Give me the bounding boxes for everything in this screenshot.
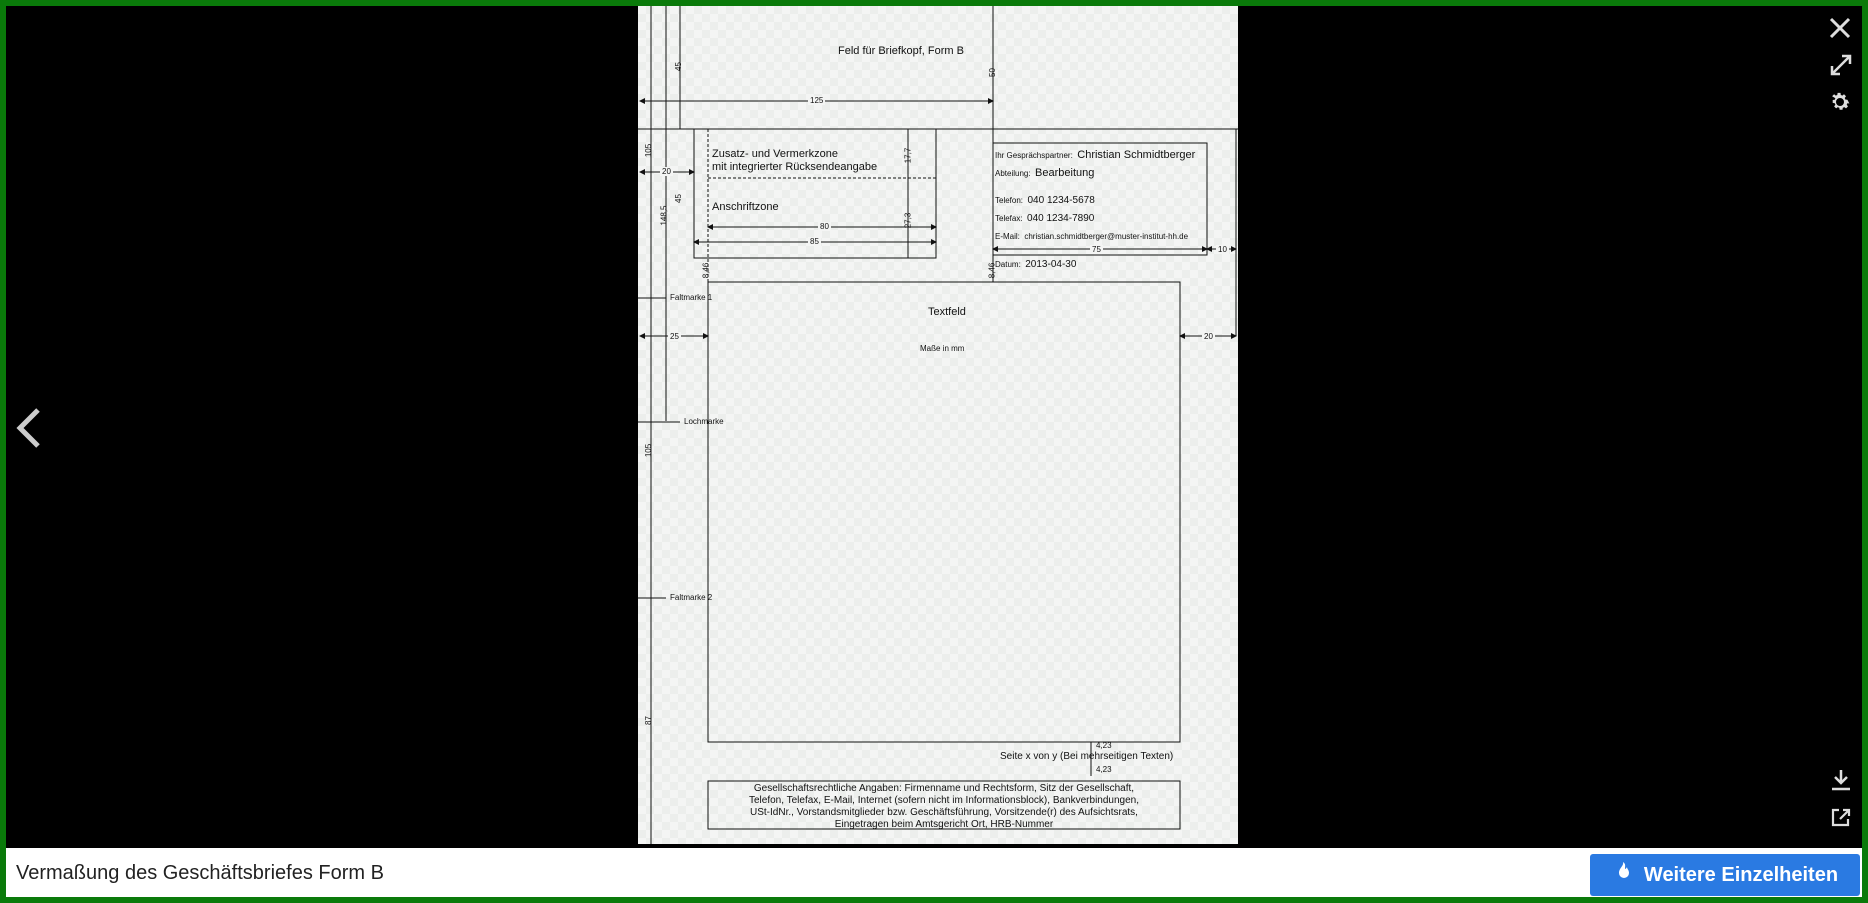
dim-20a: 20 bbox=[662, 167, 671, 176]
footer-line-2: Telefon, Telefax, E-Mail, Internet (sofern nicht im Informationsblock), Bankverbindungen, bbox=[748, 795, 1139, 806]
dim-25: 25 bbox=[670, 332, 679, 341]
dim-105a: 105 bbox=[644, 143, 654, 158]
dim-846a: 8,46 bbox=[701, 262, 711, 279]
dim-45a: 45 bbox=[673, 62, 683, 71]
zusatz-label-2: mit integrierter Rücksendeangabe bbox=[712, 161, 878, 173]
dim-423a: 4,23 bbox=[1096, 741, 1112, 750]
telefax-label: Telefax: bbox=[995, 214, 1023, 223]
dim-50: 50 bbox=[987, 68, 997, 77]
dim-20b: 20 bbox=[1204, 332, 1213, 341]
details-button-label: Weitere Einzelheiten bbox=[1643, 863, 1839, 886]
footer-block bbox=[708, 783, 1180, 831]
datum-value: 2013-04-30 bbox=[1025, 259, 1077, 270]
footer-line-3: USt-IdNr., Vorstandsmitglieder bzw. Geschäftsführung, Vorsitzende(r) des Aufsichtsrats, bbox=[750, 807, 1138, 818]
footer-line-4: Eingetragen beim Amtsgericht Ort, HRB-Nummer bbox=[834, 819, 1054, 830]
faltmarke-2-label: Faltmarke 2 bbox=[670, 593, 713, 602]
telefon-value: 040 1234-5678 bbox=[1027, 195, 1095, 206]
abteilung-label: Abteilung: bbox=[995, 169, 1031, 178]
email-value: christian.schmidtberger@muster-institut-hh.de bbox=[1024, 232, 1189, 241]
chevron-left-icon[interactable] bbox=[14, 406, 42, 455]
details-button[interactable] bbox=[1590, 854, 1860, 896]
faltmarke-1-label: Faltmarke 1 bbox=[670, 293, 713, 302]
dim-17: 17,7 bbox=[903, 147, 913, 164]
dim-125: 125 bbox=[810, 96, 824, 105]
fullscreen-icon[interactable] bbox=[1830, 54, 1852, 81]
anschrift-label: Anschriftzone bbox=[712, 201, 779, 213]
close-icon[interactable] bbox=[1828, 16, 1852, 45]
image-caption: Vermaßung des Geschäftsbriefes Form B bbox=[16, 862, 384, 884]
dimension-lines bbox=[638, 6, 1238, 844]
download-icon[interactable] bbox=[1830, 768, 1852, 797]
lochmarke-label: Lochmarke bbox=[684, 417, 724, 426]
dim-846b: 8,46 bbox=[987, 262, 997, 279]
dim-85: 85 bbox=[810, 237, 819, 246]
gear-icon[interactable] bbox=[1828, 90, 1852, 119]
dim-45b: 45 bbox=[673, 194, 683, 203]
caption-bar bbox=[6, 848, 1862, 897]
dim-27: 27,3 bbox=[903, 212, 913, 229]
zusatz-label-1: Zusatz- und Vermerkzone bbox=[712, 148, 838, 160]
dim-423b: 4,23 bbox=[1096, 765, 1112, 774]
header-label: Feld für Briefkopf, Form B bbox=[838, 45, 964, 57]
abteilung-value: Bearbeitung bbox=[1035, 167, 1095, 179]
telefon-label: Telefon: bbox=[995, 196, 1024, 205]
dim-148: 148,5 bbox=[659, 205, 669, 226]
document-image bbox=[638, 6, 1238, 844]
datum-label: Datum: bbox=[995, 260, 1021, 269]
share-icon[interactable] bbox=[1830, 806, 1852, 833]
textfeld-label: Textfeld bbox=[928, 306, 966, 318]
dim-87: 87 bbox=[643, 716, 653, 725]
email-label: E-Mail: bbox=[995, 232, 1020, 241]
dim-75: 75 bbox=[1092, 245, 1101, 254]
image-viewer bbox=[6, 6, 1862, 848]
partner-label: Ihr Gesprächspartner: bbox=[995, 151, 1073, 160]
partner-value: Christian Schmidtberger bbox=[1077, 149, 1196, 161]
telefax-value: 040 1234-7890 bbox=[1027, 213, 1095, 224]
seite-label: Seite x von y (Bei mehrseitigen Texten) bbox=[1000, 751, 1174, 762]
dim-105b: 105 bbox=[644, 443, 654, 458]
dim-10: 10 bbox=[1218, 245, 1227, 254]
masse-label: Maße in mm bbox=[920, 344, 965, 353]
flame-icon bbox=[1612, 861, 1634, 889]
footer-line-1: Gesellschaftsrechtliche Angaben: Firmenname und Rechtsform, Sitz der Gesellschaft, bbox=[753, 783, 1135, 794]
dim-80: 80 bbox=[820, 222, 829, 231]
